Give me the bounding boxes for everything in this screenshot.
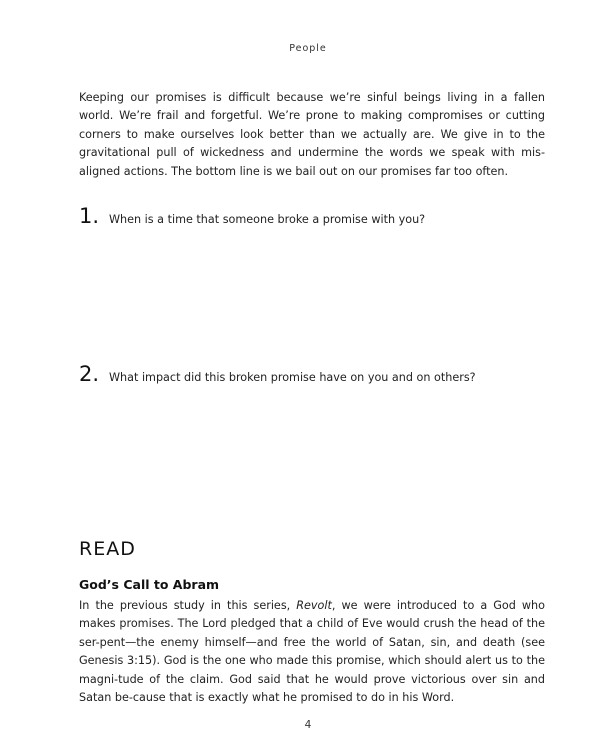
question-number: 2. bbox=[79, 362, 100, 386]
question-text: When is a time that someone broke a promise with you? bbox=[109, 213, 426, 226]
question-1 bbox=[79, 204, 549, 228]
running-head: People bbox=[289, 43, 327, 54]
intro-paragraph: Keeping our promises is difficult because we’re sinful beings living in a fallen world. We’re frail and forgetful. We’re prone to making compromises or cutting corners to make ourselves look better than we actually are. We give in to the gravitational pull of wickedness and undermine the words we speak with mis-aligned actions. The bottom line is we bail out on our promises far too often. bbox=[79, 91, 545, 178]
question-number: 1. bbox=[79, 204, 100, 228]
section-heading-read: READ bbox=[79, 538, 136, 560]
question-2 bbox=[79, 362, 549, 386]
body-paragraph bbox=[79, 597, 545, 707]
series-title: Revolt bbox=[296, 599, 332, 612]
body-text-start: In the previous study in this series, bbox=[79, 599, 297, 612]
question-text: What impact did this broken promise have on you and on others? bbox=[109, 371, 476, 384]
body-text-rest: , we were introduced to a God who makes promises. The Lord pledged that a child of Eve would crush the head of the ser-pent—the enemy himself—and free the world of Satan, sin, and death (see Genesis 3:15). God is the one who made this promise, which should alert us to the magni-tude of the claim. God said that he would prove victorious over sin and Satan be-cause that is exactly what he promised to do in his Word. bbox=[79, 599, 545, 705]
subheading: God’s Call to Abram bbox=[79, 577, 220, 592]
page-number: 4 bbox=[304, 719, 312, 731]
